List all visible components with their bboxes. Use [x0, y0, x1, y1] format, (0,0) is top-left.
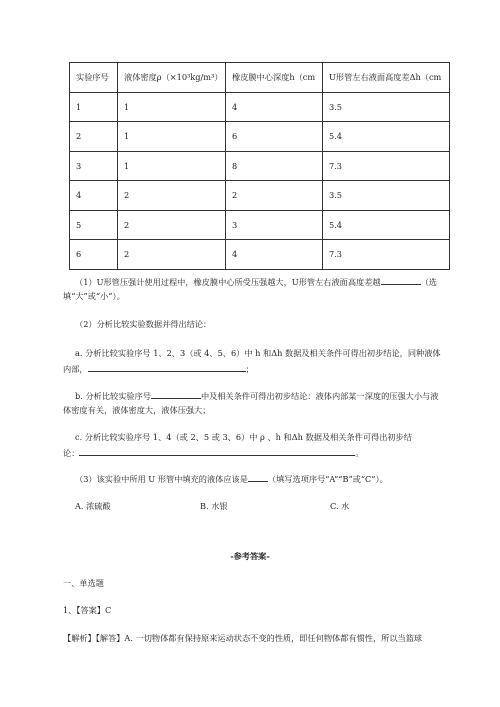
question-1-text-b: （选: [420, 277, 437, 287]
table-cell: 6: [226, 122, 323, 152]
table-cell: 5.4: [323, 210, 450, 240]
answer-item-1: 1、【答案】C: [63, 605, 112, 615]
table-row: [70, 240, 450, 270]
question-3-text-b: （填写选项序号“A”“B”或“C”）。: [267, 474, 388, 484]
question-2c-line2: [63, 446, 483, 460]
table-cell: 1: [70, 92, 118, 122]
table-cell: 6: [70, 240, 118, 270]
table-row: [70, 151, 450, 181]
question-2a-end: ；: [245, 364, 254, 374]
table-cell: 1: [118, 122, 226, 152]
answer-blank[interactable]: [248, 472, 268, 482]
option-b: B. 水银: [200, 501, 228, 511]
table-row: [70, 92, 450, 122]
answer-blank[interactable]: [79, 446, 355, 456]
question-2a-text: 内部，: [63, 364, 88, 374]
table-row: [70, 210, 450, 240]
question-2b-text-b: 中及相关条件可得出初步结论：液体内部某一深度的压强大小与液: [200, 391, 439, 401]
answer-blank[interactable]: [151, 389, 201, 399]
question-1-line1: [75, 275, 495, 289]
question-2a-line2: [63, 362, 483, 376]
option-c: C. 水: [330, 501, 350, 511]
section-heading: 一、单选题: [63, 578, 104, 588]
table-cell: 3.5: [323, 92, 450, 122]
option-a: A. 浓硫酸: [75, 501, 111, 511]
table-cell: 7.3: [323, 240, 450, 270]
experiment-data-table: [69, 62, 450, 270]
question-2c-end: 。: [355, 448, 364, 458]
table-cell: 4: [226, 92, 323, 122]
table-cell: 3.5: [323, 181, 450, 211]
table-header-row: [70, 63, 450, 93]
answers-title: -参考答案-: [230, 551, 270, 561]
question-3-line: [75, 472, 495, 486]
table-cell: 2: [70, 122, 118, 152]
table-cell: 5.4: [323, 122, 450, 152]
answer-blank[interactable]: [88, 362, 246, 372]
question-1-line2: 填“大”或“小”）。: [63, 291, 125, 301]
table-cell: 5: [70, 210, 118, 240]
question-2c-line1: c. 分析比较实验序号 1、4（或 2、5 或 3、6）中 ρ 、h 和Δh 数据及相关条件可得出初步结: [75, 432, 412, 442]
table-cell: 2: [118, 181, 226, 211]
question-2c-text: 论：: [63, 448, 80, 458]
table-header-cell: U形管左右液面高度差Δh（cm: [323, 63, 450, 93]
table-cell: 3: [226, 210, 323, 240]
table-cell: 1: [118, 92, 226, 122]
table-cell: 4: [70, 181, 118, 211]
table-cell: 2: [226, 181, 323, 211]
question-2b-text-a: b. 分析比较实验序号: [75, 391, 151, 401]
table-cell: 3: [70, 151, 118, 181]
question-2-intro: （2）分析比较实验数据并得出结论：: [75, 319, 212, 329]
question-1-text: （1）U形管压强计使用过程中，橡皮膜中心所受压强越大，U形管左右液面高度差越: [75, 277, 381, 287]
table-header-cell: 实验序号: [70, 63, 118, 93]
question-2b-line1: [75, 389, 495, 403]
question-3-text-a: （3）该实验中所用 U 形管中填充的液体应该是: [75, 474, 248, 484]
question-2a-line1: a. 分析比较实验序号 1、2、3（或 4、5、6）中 h 和Δh 数据及相关条件可得出初步结论，同种液体: [75, 348, 441, 358]
table-header-cell: 橡皮膜中心深度h（cm: [226, 63, 323, 93]
table-cell: 7.3: [323, 151, 450, 181]
table-cell: 2: [118, 240, 226, 270]
table-row: [70, 122, 450, 152]
table-cell: 8: [226, 151, 323, 181]
answer-blank[interactable]: [381, 275, 421, 285]
table-row: [70, 181, 450, 211]
question-2b-line2: 体密度有关，液体密度大，液体压强大；: [63, 405, 211, 415]
table-cell: 4: [226, 240, 323, 270]
table-cell: 1: [118, 151, 226, 181]
table-header-cell: 液体密度ρ（×10³kg/m³）: [118, 63, 226, 93]
analysis-text: 【解析】【解答】A. 一切物体都有保持原来运动状态不变的性质，即任何物体都有惯性，所以当篮球: [63, 633, 423, 643]
table-cell: 2: [118, 210, 226, 240]
